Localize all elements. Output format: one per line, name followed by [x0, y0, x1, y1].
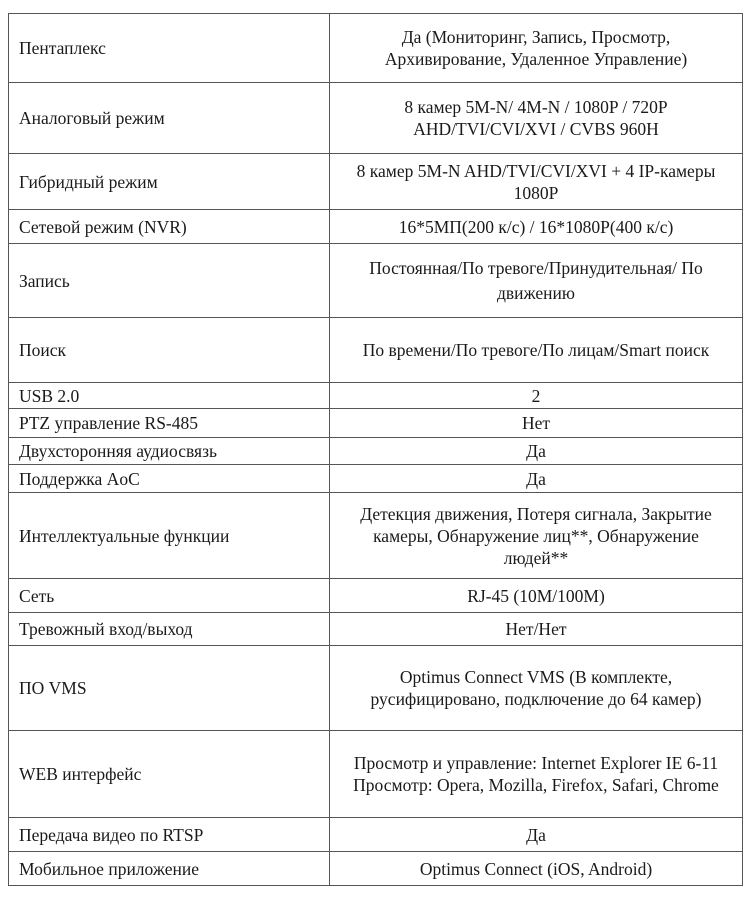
table-row	[9, 579, 743, 613]
spec-label: ПО VMS	[9, 646, 330, 731]
spec-value: RJ-45 (10M/100M)	[330, 579, 743, 613]
spec-value: Да	[330, 465, 743, 493]
table-row	[9, 83, 743, 154]
spec-label: Мобильное приложение	[9, 852, 330, 886]
spec-label: Пентаплекс	[9, 14, 330, 83]
spec-value: Нет/Нет	[330, 613, 743, 646]
table-row	[9, 210, 743, 244]
spec-label: USB 2.0	[9, 383, 330, 409]
spec-label: WEB интерфейс	[9, 731, 330, 818]
spec-label: Поддержка AoC	[9, 465, 330, 493]
table-row	[9, 383, 743, 409]
spec-label: Интеллектуальные функции	[9, 493, 330, 579]
spec-label: Тревожный вход/выход	[9, 613, 330, 646]
spec-value: Да (Мониторинг, Запись, Просмотр, Архивирование, Удаленное Управление)	[330, 14, 743, 83]
table-row	[9, 318, 743, 383]
table-row	[9, 818, 743, 852]
table-row	[9, 613, 743, 646]
spec-table	[8, 13, 743, 886]
table-row	[9, 14, 743, 83]
spec-value: Постоянная/По тревоге/Принудительная/ По движению	[330, 244, 743, 318]
table-row	[9, 493, 743, 579]
spec-label: Запись	[9, 244, 330, 318]
spec-value: 2	[330, 383, 743, 409]
spec-value: Детекция движения, Потеря сигнала, Закрытие камеры, Обнаружение лиц**, Обнаружение людей**	[330, 493, 743, 579]
spec-label: Сеть	[9, 579, 330, 613]
spec-label: Сетевой режим (NVR)	[9, 210, 330, 244]
spec-label: Передача видео по RTSP	[9, 818, 330, 852]
table-row	[9, 465, 743, 493]
spec-label: Поиск	[9, 318, 330, 383]
table-row	[9, 731, 743, 818]
spec-value: По времени/По тревоге/По лицам/Smart поиск	[330, 318, 743, 383]
table-row	[9, 409, 743, 438]
spec-value: Optimus Connect (iOS, Android)	[330, 852, 743, 886]
table-row	[9, 154, 743, 210]
spec-value: Optimus Connect VMS (В комплекте, русифицировано, подключение до 64 камер)	[330, 646, 743, 731]
spec-label: Гибридный режим	[9, 154, 330, 210]
table-row	[9, 646, 743, 731]
table-row	[9, 438, 743, 465]
spec-value: 8 камер 5M-N/ 4M-N / 1080P / 720P AHD/TVI/CVI/XVI / CVBS 960H	[330, 83, 743, 154]
spec-label: Аналоговый режим	[9, 83, 330, 154]
spec-label: Двухсторонняя аудиосвязь	[9, 438, 330, 465]
spec-value: 16*5МП(200 к/с) / 16*1080P(400 к/с)	[330, 210, 743, 244]
table-row	[9, 244, 743, 318]
spec-value: 8 камер 5M-N AHD/TVI/CVI/XVI + 4 IP-камеры 1080P	[330, 154, 743, 210]
spec-value: Да	[330, 818, 743, 852]
table-row	[9, 852, 743, 886]
spec-value: Да	[330, 438, 743, 465]
spec-value: Нет	[330, 409, 743, 438]
spec-label: PTZ управление RS-485	[9, 409, 330, 438]
spec-value: Просмотр и управление: Internet Explorer IE 6-11 Просмотр: Opera, Mozilla, Firefox, Safari, Chrome	[330, 731, 743, 818]
